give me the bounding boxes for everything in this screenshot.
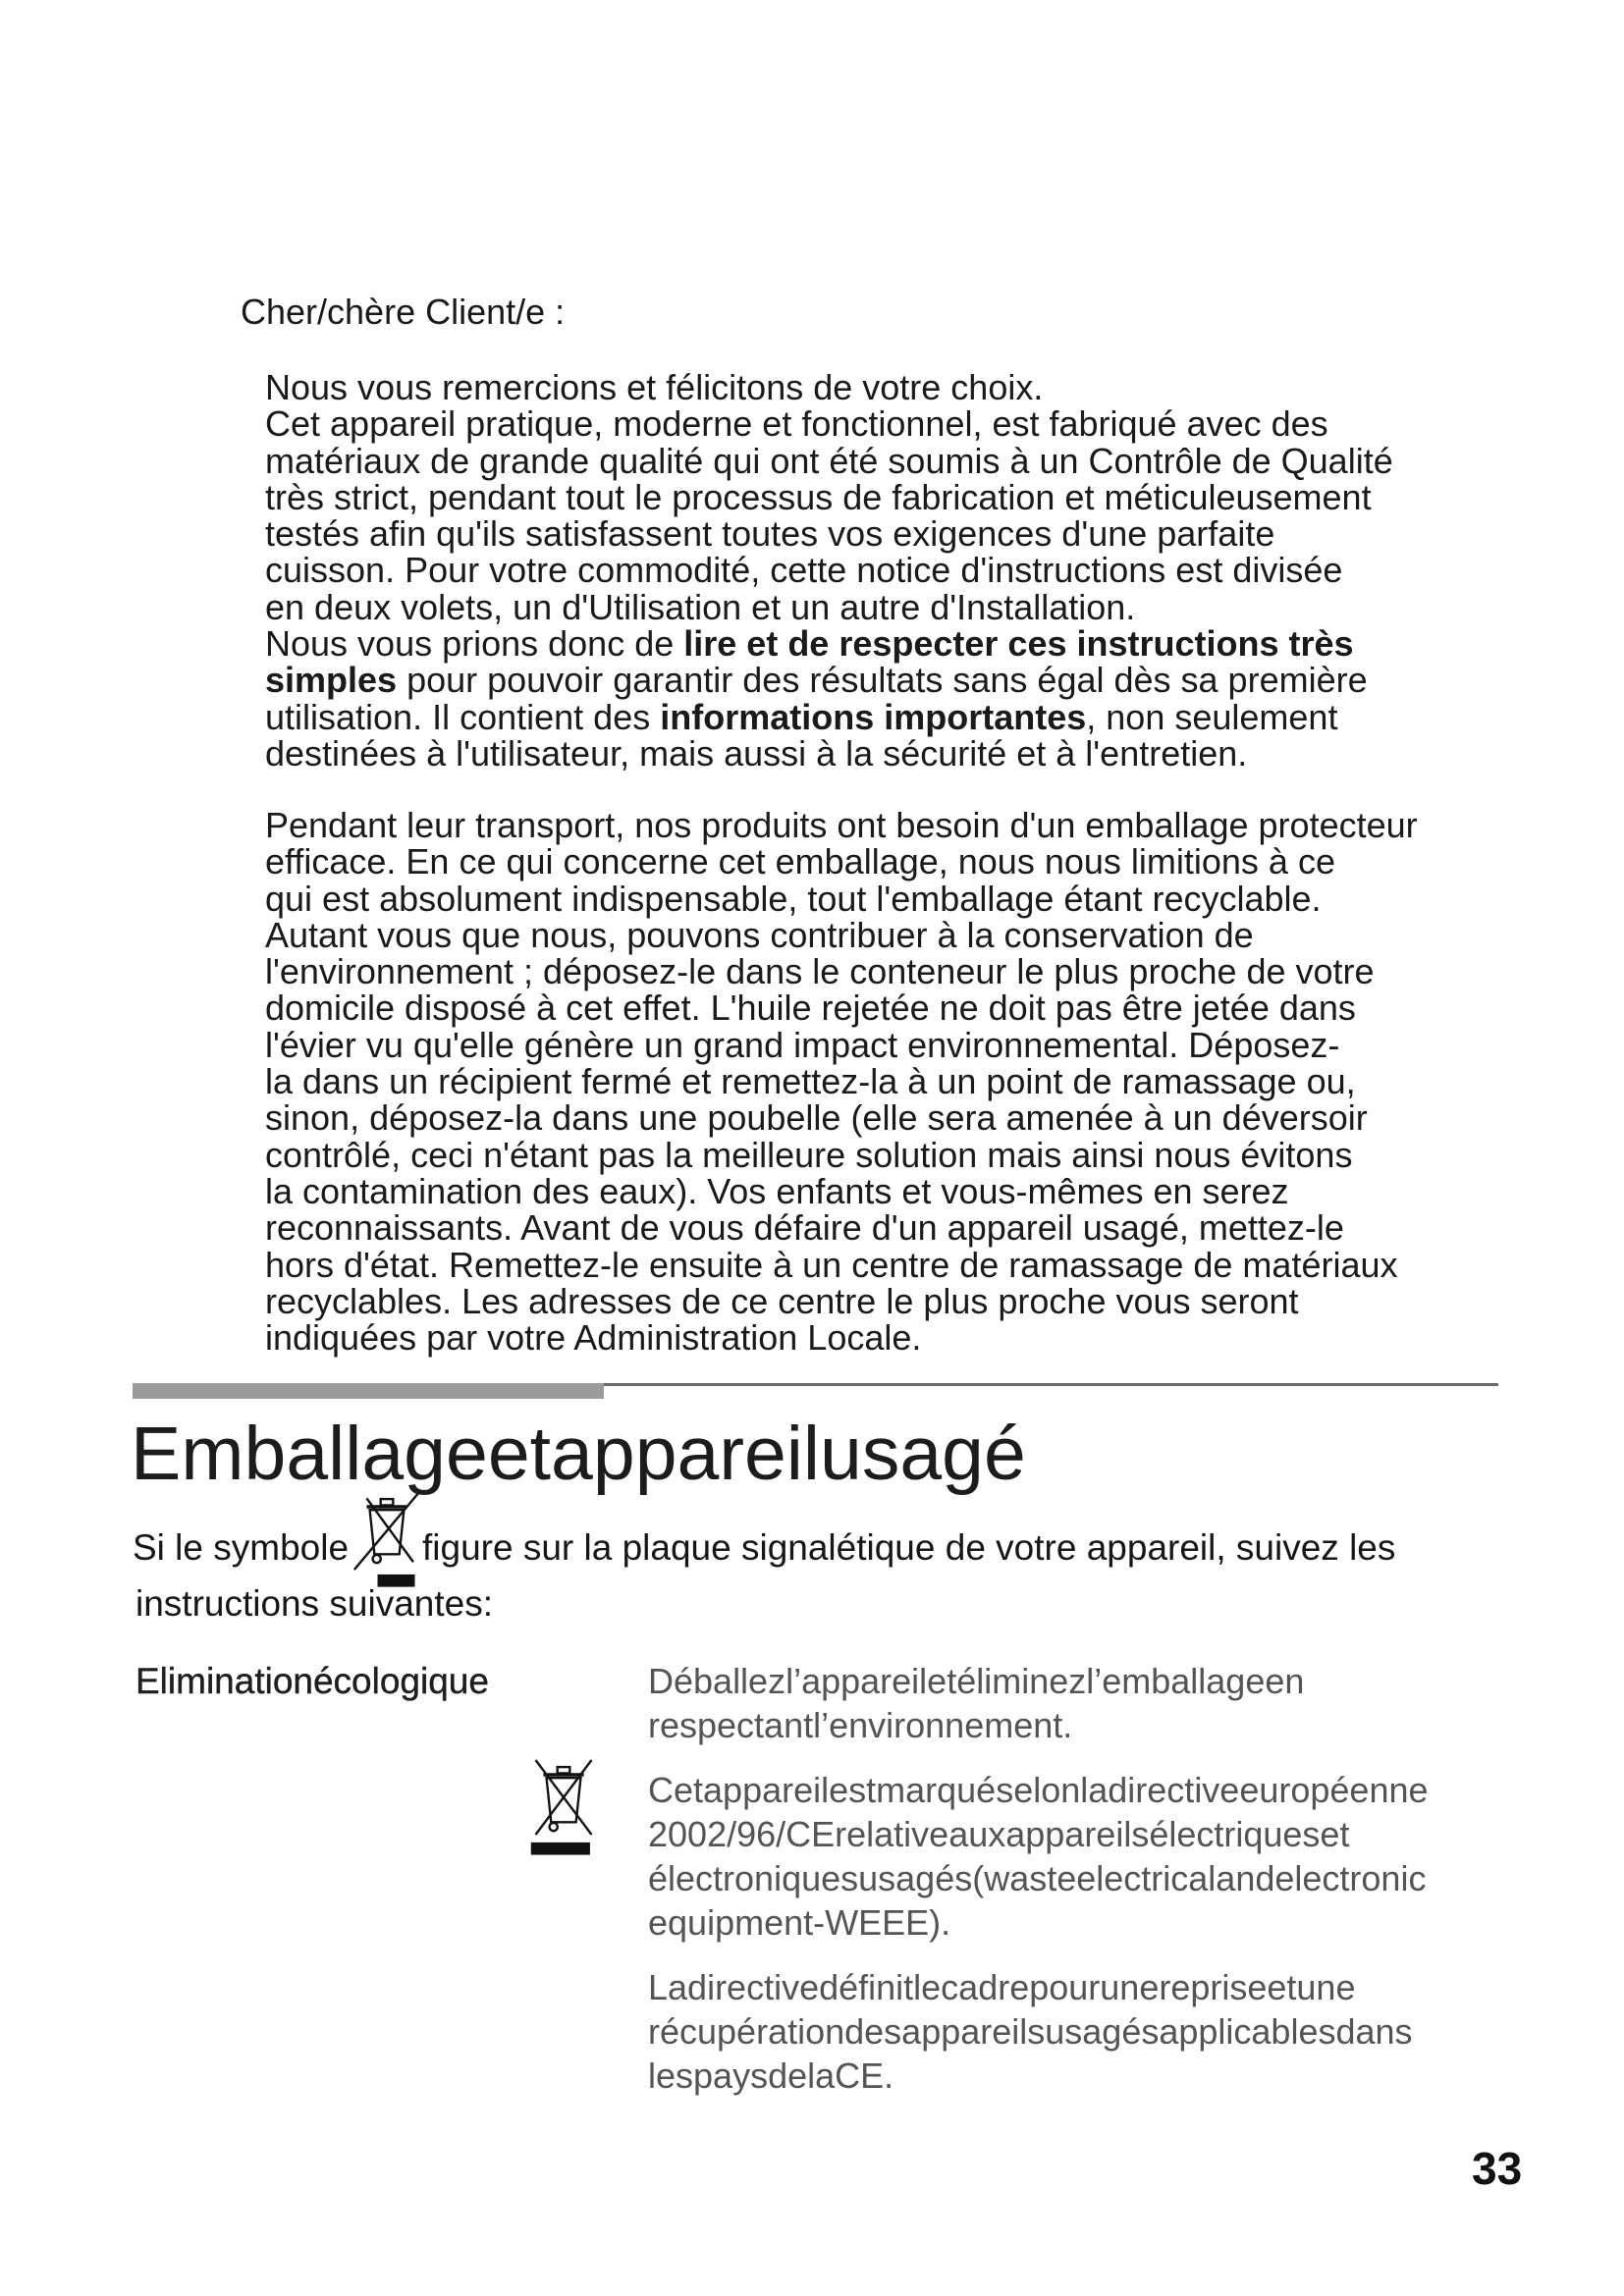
text-segment: , non seulement bbox=[1086, 696, 1338, 737]
text-line bbox=[265, 878, 1418, 919]
text-line bbox=[265, 1061, 1418, 1102]
text-segment: efficace. En ce qui concerne cet emballage, nous nous limitions à ce bbox=[265, 841, 1335, 882]
section-title: Emballageetappareilusagé bbox=[131, 1412, 1026, 1496]
text-segment: matériaux de grande qualité qui ont été soumis à un Contrôle de Qualité bbox=[265, 440, 1393, 481]
text-segment: cuisson. Pour votre commodité, cette notice d'instructions est divisée bbox=[265, 550, 1343, 591]
text-line: Cetappareilestmarquéselonladirectiveeuropéenne bbox=[648, 1770, 1429, 1810]
crossed-out-wheelie-bin-icon bbox=[526, 1755, 601, 1858]
text-line bbox=[265, 696, 1393, 737]
text-line bbox=[265, 403, 1393, 445]
disposal-heading: Eliminationécologique bbox=[135, 1661, 489, 1701]
text-line bbox=[265, 476, 1393, 517]
text-line bbox=[265, 513, 1393, 555]
text-line bbox=[265, 1244, 1418, 1285]
text-segment: Nous vous remercions et félicitons de votre choix. bbox=[265, 367, 1044, 407]
text-segment: Autant vous que nous, pouvons contribuer à la conservation de bbox=[265, 914, 1254, 955]
text-line bbox=[265, 1280, 1418, 1321]
text-segment: domicile disposé à cet effet. L'huile rejetée ne doit pas être jetée dans bbox=[265, 988, 1356, 1029]
symbol-note-text: figure sur la plaque signalétique de votre appareil, suivez les bbox=[422, 1527, 1396, 1568]
text-line: Déballezl’appareiletéliminezl’emballageen bbox=[648, 1661, 1305, 1701]
greeting: Cher/chère Client/e : bbox=[241, 292, 566, 332]
text-line bbox=[265, 988, 1418, 1029]
emphasized-text: informations importantes bbox=[660, 696, 1087, 737]
text-line: equipment-WEEE). bbox=[648, 1902, 951, 1943]
text-line bbox=[265, 660, 1393, 701]
text-line bbox=[265, 1134, 1418, 1175]
text-line: récupérationdesappareilsusagésapplicablesdans bbox=[648, 2011, 1413, 2052]
text-line: Ladirectivedéfinitlecadrepourunerepriseetune bbox=[648, 1967, 1356, 2007]
text-segment: en deux volets, un d'Utilisation et un autre d'Installation. bbox=[265, 586, 1136, 627]
text-line bbox=[265, 914, 1418, 955]
page-number: 33 bbox=[1472, 2143, 1523, 2194]
text-line bbox=[265, 550, 1393, 591]
symbol-note-text: Si le symbole bbox=[133, 1527, 350, 1568]
emphasized-text: lire et de respecter ces instructions très bbox=[683, 623, 1354, 665]
disposal-paragraph bbox=[648, 1659, 1304, 1747]
text-line: respectantl’environnement. bbox=[648, 1705, 1073, 1745]
text-segment: hors d'état. Remettez-le ensuite à un centre de ramassage de matériaux bbox=[265, 1244, 1398, 1285]
text-segment: l'environnement ; déposez-le dans le conteneur le plus proche de votre bbox=[265, 951, 1375, 992]
text-segment: la contamination des eaux). Vos enfants et vous-mêmes en serez bbox=[265, 1170, 1289, 1211]
text-line: électroniquesusagés(wasteelectricalandelectronic bbox=[648, 1858, 1427, 1898]
text-line bbox=[265, 623, 1393, 665]
text-segment: la dans un récipient fermé et remettez-la à un point de ramassage ou, bbox=[265, 1061, 1356, 1102]
text-line bbox=[265, 951, 1418, 992]
text-line: lespaysdelaCE. bbox=[648, 2056, 894, 2096]
disposal-paragraph bbox=[648, 1965, 1413, 2098]
text-segment: Pendant leur transport, nos produits ont besoin d'un emballage protecteur bbox=[265, 805, 1418, 845]
icon-bar bbox=[531, 1842, 590, 1855]
text-segment: pour pouvoir garantir des résultats sans égal dès sa première bbox=[397, 660, 1368, 701]
text-segment: testés afin qu'ils satisfassent toutes vos exigences d'une parfaite bbox=[265, 513, 1275, 555]
text-segment: sinon, déposez-la dans une poubelle (elle sera amenée à un déversoir bbox=[265, 1097, 1368, 1139]
text-line bbox=[265, 1317, 1418, 1359]
text-line bbox=[265, 807, 1418, 843]
symbol-note-text: instructions suivantes: bbox=[135, 1583, 494, 1624]
text-segment: indiquées par votre Administration Locale. bbox=[265, 1317, 922, 1359]
text-segment: très strict, pendant tout le processus de fabrication et méticuleusement bbox=[265, 476, 1372, 517]
text-segment: reconnaissants. Avant de vous défaire d'un appareil usagé, mettez-le bbox=[265, 1207, 1344, 1249]
text-segment: utilisation. Il contient des bbox=[265, 696, 661, 737]
section-divider-accent bbox=[133, 1383, 604, 1399]
text-line bbox=[265, 1170, 1418, 1211]
text-segment: qui est absolument indispensable, tout l'emballage étant recyclable. bbox=[265, 878, 1322, 919]
emphasized-text: simples bbox=[265, 660, 398, 701]
text-line bbox=[265, 1207, 1418, 1249]
intro-paragraph-packaging bbox=[265, 805, 1418, 1359]
text-line bbox=[265, 586, 1393, 627]
text-segment: recyclables. Les adresses de ce centre le plus proche vous seront bbox=[265, 1280, 1299, 1321]
text-line bbox=[265, 369, 1393, 405]
text-segment: contrôlé, ceci n'étant pas la meilleure solution mais ainsi nous évitons bbox=[265, 1134, 1353, 1175]
text-segment: Cet appareil pratique, moderne et fonctionnel, est fabriqué avec des bbox=[265, 403, 1328, 445]
text-segment: destinées à l'utilisateur, mais aussi à la sécurité et à l'entretien. bbox=[265, 732, 1248, 774]
crossed-out-wheelie-bin-icon bbox=[350, 1487, 424, 1590]
text-line: 2002/96/CErelativeauxappareilsélectriqueset bbox=[648, 1814, 1350, 1854]
disposal-paragraph bbox=[648, 1768, 1429, 1945]
text-line bbox=[265, 843, 1418, 880]
text-segment: l'évier vu qu'elle génère un grand impact environnemental. Déposez- bbox=[265, 1024, 1340, 1065]
text-segment: Nous vous prions donc de bbox=[265, 623, 684, 665]
text-line bbox=[265, 440, 1393, 481]
text-line bbox=[265, 732, 1393, 774]
text-line bbox=[265, 1024, 1418, 1065]
text-line bbox=[265, 1097, 1418, 1139]
intro-paragraph-welcome bbox=[265, 369, 1393, 772]
